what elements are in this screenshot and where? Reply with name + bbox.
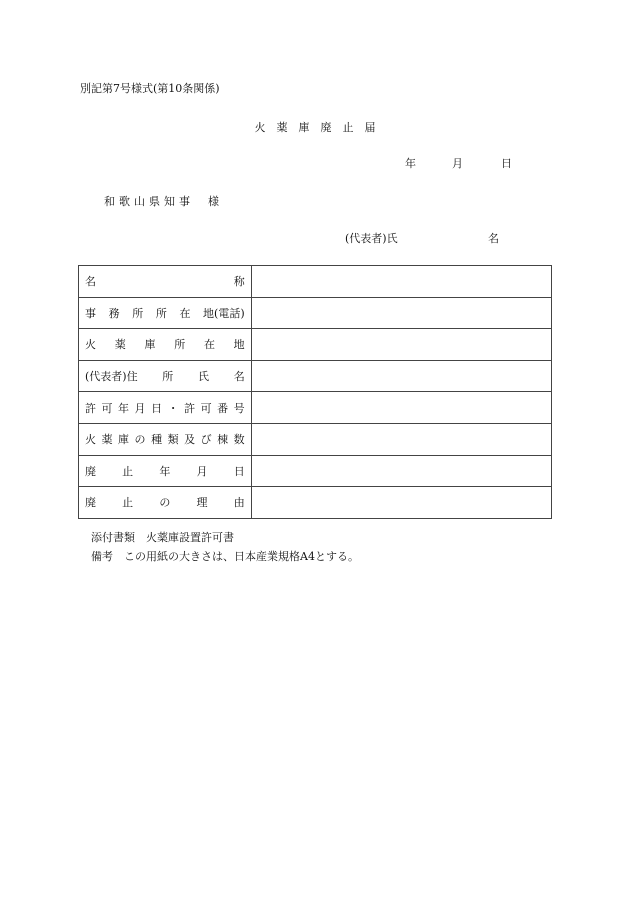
title-char: 廃 bbox=[320, 121, 332, 134]
row-label-part: ・ bbox=[167, 401, 179, 415]
row-label bbox=[79, 329, 252, 361]
attachments-note: 添付書類 火薬庫設置許可書 bbox=[91, 531, 234, 544]
row-label-part: 許 bbox=[184, 401, 196, 415]
row-value-field[interactable] bbox=[251, 266, 551, 298]
date-day-label: 日 bbox=[501, 157, 512, 170]
row-label bbox=[79, 487, 252, 519]
addressee-char: 山 bbox=[134, 195, 145, 208]
notification-table bbox=[78, 265, 552, 519]
row-label-part: 務 bbox=[108, 306, 120, 320]
row-label-part: 火 bbox=[85, 433, 96, 447]
title-char: 庫 bbox=[298, 121, 310, 134]
row-label-part: 名 bbox=[233, 370, 245, 384]
row-label-part: 庫 bbox=[144, 338, 156, 352]
title-char: 薬 bbox=[276, 121, 288, 134]
addressee-char: 知 bbox=[164, 195, 175, 208]
date-line bbox=[405, 155, 515, 169]
row-label-part: び bbox=[200, 433, 212, 447]
row-label-part: (代表者)住 bbox=[85, 370, 138, 384]
row-label-part: 年 bbox=[118, 401, 130, 415]
row-label-part: 月 bbox=[196, 464, 208, 478]
addressee-char: 県 bbox=[149, 195, 160, 208]
row-label-part: 在 bbox=[203, 338, 215, 352]
row-label bbox=[79, 392, 252, 424]
remarks-note: 備考 この用紙の大きさは、日本産業規格A4とする。 bbox=[91, 550, 359, 563]
row-label-part: 棟 bbox=[217, 433, 229, 447]
row-label-part: 番 bbox=[217, 401, 229, 415]
row-label bbox=[79, 455, 252, 487]
row-label-part: 火 bbox=[85, 338, 96, 352]
representative-line bbox=[345, 230, 505, 244]
row-label-part: 止 bbox=[122, 464, 134, 478]
row-label-part: 可 bbox=[101, 401, 113, 415]
row-label-part: の bbox=[159, 496, 171, 510]
row-label-part: 所 bbox=[132, 306, 144, 320]
row-label-part: の bbox=[134, 433, 146, 447]
row-label-part: 月 bbox=[134, 401, 146, 415]
row-label-part: 薬 bbox=[114, 338, 126, 352]
table-row bbox=[79, 297, 552, 329]
row-label-part: 所 bbox=[174, 338, 186, 352]
addressee-char: 事 bbox=[179, 195, 190, 208]
row-value-field[interactable] bbox=[251, 423, 551, 455]
row-label-part: 名 bbox=[85, 275, 96, 289]
row-label-part: 庫 bbox=[118, 433, 130, 447]
row-label-part: 号 bbox=[233, 401, 245, 415]
title-char: 届 bbox=[364, 121, 376, 134]
row-label-part: 氏 bbox=[198, 370, 209, 384]
date-month-label: 月 bbox=[452, 157, 463, 170]
row-label-part: 地(電話) bbox=[203, 306, 245, 320]
row-label-part: 由 bbox=[233, 496, 245, 510]
table-row bbox=[79, 360, 552, 392]
row-label-part: 可 bbox=[200, 401, 212, 415]
table-row bbox=[79, 392, 552, 424]
row-value-field[interactable] bbox=[251, 360, 551, 392]
addressee bbox=[104, 193, 219, 209]
addressee-char: 歌 bbox=[119, 195, 130, 208]
row-label bbox=[79, 297, 252, 329]
row-label-part: 称 bbox=[233, 275, 245, 289]
addressee-char: 和 bbox=[104, 195, 115, 208]
row-label bbox=[79, 423, 252, 455]
row-label-part: 類 bbox=[167, 433, 179, 447]
addressee-suffix: 様 bbox=[208, 195, 219, 208]
table-row bbox=[79, 266, 552, 298]
date-year-label: 年 bbox=[405, 157, 416, 170]
row-value-field[interactable] bbox=[251, 455, 551, 487]
row-label-part: 種 bbox=[151, 433, 163, 447]
title-char: 火 bbox=[254, 121, 266, 134]
row-label-part: 日 bbox=[151, 401, 163, 415]
table-row bbox=[79, 329, 552, 361]
title-char: 止 bbox=[342, 121, 354, 134]
table-row bbox=[79, 487, 552, 519]
row-label-part: 数 bbox=[233, 433, 245, 447]
row-label-part: 廃 bbox=[85, 496, 96, 510]
table-row bbox=[79, 455, 552, 487]
row-label bbox=[79, 360, 252, 392]
row-value-field[interactable] bbox=[251, 487, 551, 519]
row-label-part: 及 bbox=[184, 433, 196, 447]
row-label-part: 許 bbox=[85, 401, 96, 415]
row-label-part: 所 bbox=[155, 306, 167, 320]
table-row bbox=[79, 423, 552, 455]
document-title bbox=[0, 119, 630, 135]
row-label-part: 日 bbox=[233, 464, 245, 478]
row-label-part: 廃 bbox=[85, 464, 96, 478]
representative-suffix: 名 bbox=[488, 232, 499, 245]
row-value-field[interactable] bbox=[251, 392, 551, 424]
form-reference: 別記第7号様式(第10条関係) bbox=[80, 82, 220, 95]
row-label-part: 理 bbox=[196, 496, 208, 510]
row-label-part: 薬 bbox=[101, 433, 113, 447]
row-label-part: 止 bbox=[122, 496, 134, 510]
row-value-field[interactable] bbox=[251, 329, 551, 361]
row-label-part: 所 bbox=[162, 370, 174, 384]
row-label-part: 地 bbox=[233, 338, 245, 352]
representative-prefix: (代表者)氏 bbox=[345, 232, 398, 245]
row-label-part: 年 bbox=[159, 464, 171, 478]
row-label-part: 事 bbox=[85, 306, 96, 320]
row-label bbox=[79, 266, 252, 298]
row-label-part: 在 bbox=[179, 306, 191, 320]
row-value-field[interactable] bbox=[251, 297, 551, 329]
